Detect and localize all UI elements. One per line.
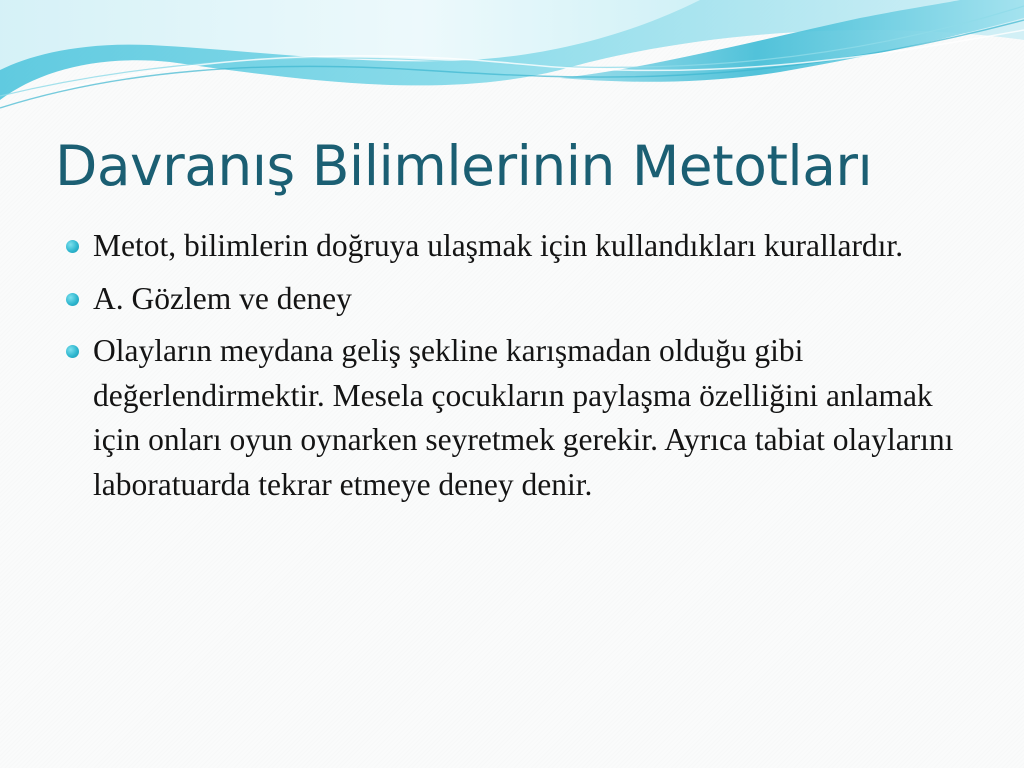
circle-bullet-icon [66, 345, 79, 358]
bullet-item-heading [60, 277, 980, 322]
bullet-text: A. Gözlem ve deney [93, 280, 352, 316]
bullet-item-definition [60, 224, 980, 269]
header-wave-decoration [0, 0, 1024, 120]
bullet-text: Olayların meydana geliş şekline karışmadan olduğu gibi değerlendirmektir. Mesela çocukların paylaşma özelliğini anlamak için onları oyun oynarken seyretmek gerekir. Ayrıca tabiat olaylarını laboratuarda tekrar etmeye deney denir. [93, 333, 954, 502]
circle-bullet-icon [66, 240, 79, 253]
bullet-item-explanation [60, 329, 980, 507]
slide-title: Davranış Bilimlerinin Metotları [55, 134, 873, 198]
circle-bullet-icon [66, 293, 79, 306]
bullet-text: Metot, bilimlerin doğruya ulaşmak için kullandıkları kurallardır. [93, 228, 904, 263]
bullet-list [60, 224, 980, 515]
